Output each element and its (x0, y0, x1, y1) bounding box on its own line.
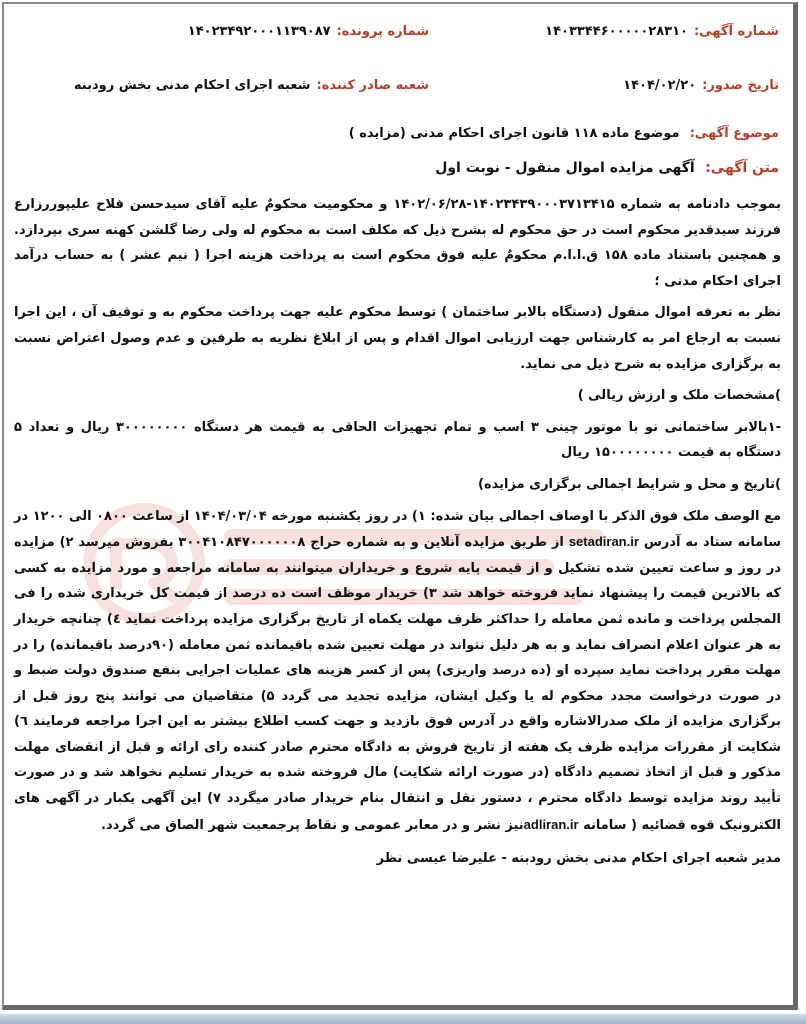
notice-number-value: ۱۴۰۳۳۴۴۶۰۰۰۰۰۲۸۳۱۰ (545, 24, 688, 39)
notice-number-label: شماره آگهی: (693, 24, 779, 39)
notice-text-label: متن آگهی: (705, 160, 779, 176)
notice-text-heading: آگهی مزایده اموال منقول - نوبت اول (435, 160, 695, 176)
adliran-link[interactable]: adliran.ir (523, 816, 579, 832)
property-specs-text: -۱بالابر ساختمانی نو با موتور چینی ۳ اسب و تمام تجهیزات الحاقی به قیمت هر دستگاه ۳۰۰۰۰۰۰۰۰ ریال و تعداد ۵ دستگاه به قیمت ۱۵۰۰۰۰۰۰۰۰ ریال (14, 419, 781, 461)
notice-number (545, 24, 779, 39)
issue-date (623, 78, 779, 93)
notice-body (14, 192, 781, 878)
issuer-value: شعبه اجرای احکام مدنی بخش رودبنه (73, 78, 311, 93)
signature-line: مدیر شعبه اجرای احکام مدنی بخش رودبنه - علیرضا عیسی نظر (376, 851, 781, 867)
conditions-part-1: مع الوصف ملک فوق الذکر با اوصاف اجمالی بیان شده: ۱) در روز یکشنبه مورخه ۱۴۰۴/۰۳/۰۴ از ساعت ۰۸۰۰ الی ۱۲۰۰ در سامانه ستاد به آدرس (14, 508, 782, 551)
ruling-paragraph: بموجب دادنامه به شماره ۱۴۰۲۳۴۳۹۰۰۰۳۷۱۳۴۱۵-۱۴۰۲/۰۶/۲۸ و محکومیت محکومٌ علیه آقای سیدحسن فلاح علیپوررزارع فرزند سیدقدیر محکوم است در حق محکوم له بشرح ذیل که مکلف است به محکوم له ولی رضا گلشن کهنه سری بپردازد. و همچنین باستناد ماده ۱۵۸ ق.ا.ا.م محکومٌ علیه فوق محکوم است به پرداخت هزینه اجرا ( نیم عشر ) به حساب درآمد اجرای احکام مدنی ؛ (14, 197, 782, 289)
notice-frame (2, 2, 798, 1010)
setad-link[interactable]: setadiran.ir (568, 534, 639, 550)
notice-header (18, 24, 779, 104)
issuer (74, 78, 429, 93)
subject-value: موضوع ماده ۱۱۸ قانون اجرای احکام مدنی (مزایده ) (348, 126, 680, 141)
conditions-part-2: از طریق مزایده آنلاین و به شماره حراج ۳۰۰۴۱۰۸۴۷۰۰۰۰۰۰۸ بفروش میرسد ۲) مزایده در روز و ساعت تعیین شده تشکیل و از قیمت پایه شروع و خریداران میتوانند به سامانه مراجعه و مورد مزایده به کسی که بالاترین قیمت را پیشنهاد نماید فروخته خواهد شد ۳) خریدار موظف است ده درصد از قیمت کل خریداری شده را فی المجلس پرداخت و مانده ثمن معامله را حداکثر ظرف مهلت یکماه از تاریخ برگزاری مزایده پرداخت نماید ٤) چنانچه خریدار به هر عنوان اعلام انصراف نماید و به هر دلیل نتواند در مهلت تعیین شده باقیمانده ثمن معامله (۹۰درصد باقیمانده) را در مهلت مقرر پرداخت نماید سپرده او (ده درصد واریزی) پس از کسر هزینه های عملیات اجرایی بنفع صندوق دولت ضبط و در صورت درخواست مجدد محکوم له یا وکیل ایشان، مزایده تجدید می گردد ۵) متقاضیان می توانند پنج روز قبل از برگزاری مزایده از ملک صدرالاشاره واقع در آدرس فوق بازدید و جهت کسب اطلاع بیشتر به این اجرا مراجعه فرمایند ٦) شکایت از مقررات مزایده ظرف یک هفته از تاریخ فروش به دادگاه محترم صادر کننده رای ارائه و قبل از انقضای مهلت مذکور و قبل از اتخاذ تصمیم دادگاه (در صورت ارائه شکایت) مال فروخته شده به خریدار تسلیم نخواهد شد و در صورت تأیید روند مزایده توسط دادگاه محترم ، دستور نقل و انتقال بنام خریدار صادر میگردد ۷) این آگهی یکبار در آگهی های الکترونیک قوه قضائیه ( سامانه (14, 535, 781, 833)
assessment-paragraph: نظر به تعرفه اموال منقول (دستگاه بالابر ساختمان ) توسط محکوم علیه جهت پرداخت محکوم به و توقیف آن ، این اجرا نسبت به ارجاع امر به کارشناس جهت ارزیابی اموال اقدام و پس از ابلاغ نظریه به طرفین و عدم وصول اعتراض نسبت به برگزاری مزایده به شرح ذیل می نماید. (14, 305, 781, 372)
case-number-value: ۱۴۰۲۳۴۹۲۰۰۰۱۱۳۹۰۸۷ (187, 24, 331, 39)
issue-date-label: تاریخ صدور: (702, 78, 779, 93)
case-number (188, 24, 429, 39)
bottom-strip (0, 1014, 806, 1024)
issue-date-value: ۱۴۰۴/۰۲/۲۰ (623, 78, 697, 93)
auction-conditions-text (14, 504, 781, 839)
auction-conditions-title: )تاریخ و محل و شرایط اجمالی برگزاری مزایده) (478, 476, 781, 492)
case-number-label: شماره پرونده: (336, 24, 429, 39)
conditions-part-3: نیز نشر و در معابر عمومی و نقاط پرجمعیت شهر الصاق می گردد. (101, 817, 524, 833)
property-specs-title: )مشخصات ملک و ارزش ریالی ) (577, 388, 781, 404)
subject-label: موضوع آگهی: (689, 126, 779, 141)
notice-text-title (18, 160, 779, 176)
issuer-label: شعبه صادر کننده: (316, 78, 429, 93)
subject-line (18, 126, 779, 141)
